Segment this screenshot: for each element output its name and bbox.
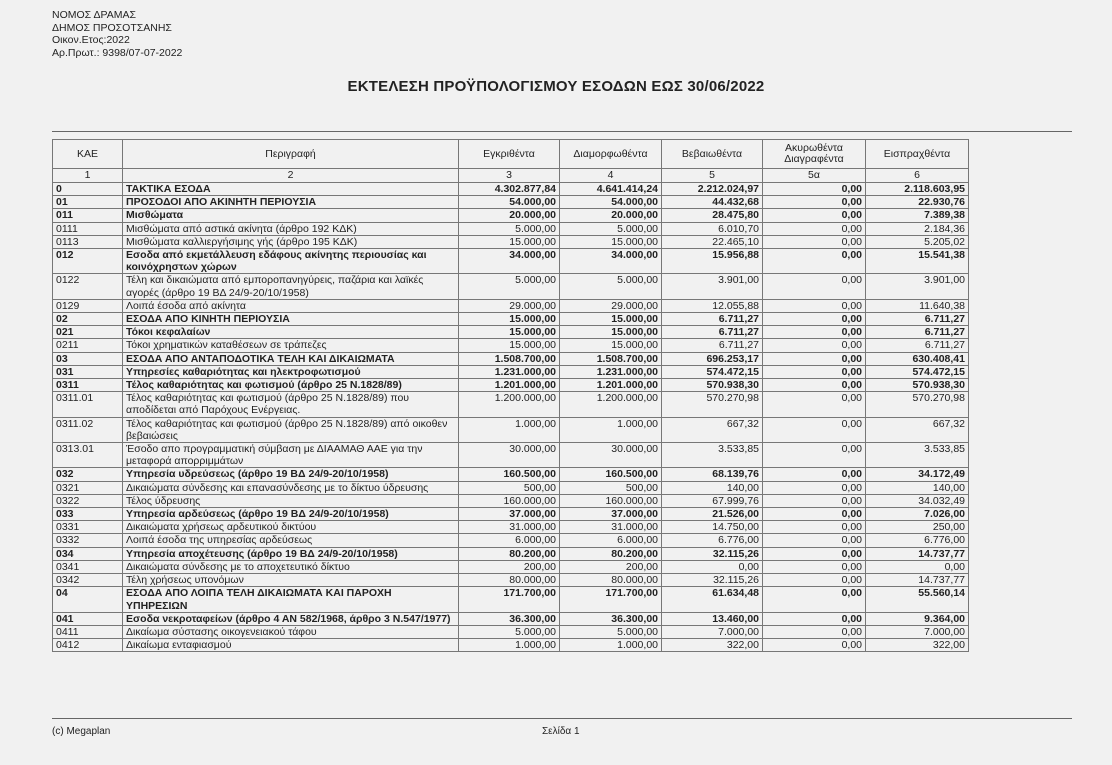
formed-cell: 160.000,00 — [560, 494, 662, 507]
description-cell: Λοιπά έσοδα από ακίνητα — [123, 299, 459, 312]
bottom-divider — [52, 718, 1072, 719]
kae-cell: 02 — [53, 313, 123, 326]
cancelled-cell: 0,00 — [763, 196, 866, 209]
description-cell: Τέλη χρήσεως υπονόμων — [123, 574, 459, 587]
table-row — [53, 625, 969, 638]
kae-cell: 0331 — [53, 521, 123, 534]
certified-cell: 6.711,27 — [662, 313, 763, 326]
kae-cell: 0411 — [53, 625, 123, 638]
formed-cell: 80.000,00 — [560, 574, 662, 587]
formed-cell: 36.300,00 — [560, 612, 662, 625]
cancelled-cell: 0,00 — [763, 639, 866, 652]
collected-cell: 11.640,38 — [866, 299, 969, 312]
description-cell: Υπηρεσία αρδεύσεως (άρθρο 19 ΒΔ 24/9-20/10/1958) — [123, 508, 459, 521]
certified-cell: 6.711,27 — [662, 326, 763, 339]
table-row — [53, 313, 969, 326]
formed-cell: 5.000,00 — [560, 625, 662, 638]
collected-cell: 3.533,85 — [866, 443, 969, 468]
cancelled-cell: 0,00 — [763, 547, 866, 560]
approved-cell: 1.231.000,00 — [459, 365, 560, 378]
collected-cell: 55.560,14 — [866, 587, 969, 612]
col-header-certified: Βεβαιωθέντα — [662, 140, 763, 169]
cancelled-cell: 0,00 — [763, 249, 866, 274]
collected-cell: 570.938,30 — [866, 379, 969, 392]
collected-cell: 34.032,49 — [866, 494, 969, 507]
cancelled-cell: 0,00 — [763, 326, 866, 339]
formed-cell: 37.000,00 — [560, 508, 662, 521]
table-row — [53, 481, 969, 494]
kae-cell: 031 — [53, 365, 123, 378]
col-header-approved: Εγκριθέντα — [459, 140, 560, 169]
approved-cell: 171.700,00 — [459, 587, 560, 612]
table-row — [53, 352, 969, 365]
description-cell: Δικαιώματα σύνδεσης και επανασύνδεσης με το δίκτυο ύδρευσης — [123, 481, 459, 494]
formed-cell: 1.000,00 — [560, 417, 662, 442]
cancelled-cell: 0,00 — [763, 209, 866, 222]
approved-cell: 29.000,00 — [459, 299, 560, 312]
table-row — [53, 417, 969, 442]
certified-cell: 7.000,00 — [662, 625, 763, 638]
cancelled-cell: 0,00 — [763, 612, 866, 625]
certified-cell: 12.055,88 — [662, 299, 763, 312]
cancelled-cell: 0,00 — [763, 468, 866, 481]
kae-cell: 033 — [53, 508, 123, 521]
kae-cell: 0341 — [53, 560, 123, 573]
kae-cell: 0313.01 — [53, 443, 123, 468]
certified-cell: 21.526,00 — [662, 508, 763, 521]
certified-cell: 574.472,15 — [662, 365, 763, 378]
formed-cell: 1.200.000,00 — [560, 392, 662, 417]
table-row — [53, 235, 969, 248]
description-cell: Εσοδα νεκροταφείων (άρθρο 4 ΑΝ 582/1968, άρθρο 3 Ν.547/1977) — [123, 612, 459, 625]
formed-cell: 1.000,00 — [560, 639, 662, 652]
table-row — [53, 521, 969, 534]
kae-cell: 012 — [53, 249, 123, 274]
col-number: 6 — [866, 169, 969, 183]
description-cell: ΠΡΟΣΟΔΟΙ ΑΠΟ ΑΚΙΝΗΤΗ ΠΕΡΙΟΥΣΙΑ — [123, 196, 459, 209]
description-cell: Μισθώματα — [123, 209, 459, 222]
cancelled-cell: 0,00 — [763, 352, 866, 365]
kae-cell: 0412 — [53, 639, 123, 652]
prefecture-label: ΝΟΜΟΣ ΔΡΑΜΑΣ — [52, 9, 136, 21]
approved-cell: 15.000,00 — [459, 235, 560, 248]
kae-cell: 0311.02 — [53, 417, 123, 442]
description-cell: Τέλος ύδρευσης — [123, 494, 459, 507]
kae-cell: 0332 — [53, 534, 123, 547]
collected-cell: 6.711,27 — [866, 339, 969, 352]
certified-cell: 6.010,70 — [662, 222, 763, 235]
approved-cell: 1.508.700,00 — [459, 352, 560, 365]
formed-cell: 4.641.414,24 — [560, 183, 662, 196]
col-number: 1 — [53, 169, 123, 183]
description-cell: Τέλος καθαριότητας και φωτισμού (άρθρο 25 Ν.1828/89) — [123, 379, 459, 392]
table-row — [53, 379, 969, 392]
collected-cell: 570.270,98 — [866, 392, 969, 417]
table-row — [53, 392, 969, 417]
col-number: 5α — [763, 169, 866, 183]
collected-cell: 667,32 — [866, 417, 969, 442]
collected-cell: 34.172,49 — [866, 468, 969, 481]
cancelled-cell: 0,00 — [763, 521, 866, 534]
col-number: 2 — [123, 169, 459, 183]
cancelled-cell: 0,00 — [763, 508, 866, 521]
kae-cell: 0129 — [53, 299, 123, 312]
formed-cell: 1.231.000,00 — [560, 365, 662, 378]
col-header-collected: Εισπραχθέντα — [866, 140, 969, 169]
description-cell: Τόκοι κεφαλαίων — [123, 326, 459, 339]
table-row — [53, 274, 969, 299]
approved-cell: 20.000,00 — [459, 209, 560, 222]
cancelled-cell: 0,00 — [763, 417, 866, 442]
certified-cell: 6.776,00 — [662, 534, 763, 547]
collected-cell: 140,00 — [866, 481, 969, 494]
certified-cell: 696.253,17 — [662, 352, 763, 365]
approved-cell: 6.000,00 — [459, 534, 560, 547]
description-cell: Δικαιώματα σύνδεσης με το αποχετευτικό δίκτυο — [123, 560, 459, 573]
approved-cell: 80.000,00 — [459, 574, 560, 587]
description-cell: Εσοδα από εκμετάλλευση εδάφους ακίνητης περιουσίας και κοινόχρηστων χώρων — [123, 249, 459, 274]
report-header — [52, 9, 182, 60]
kae-cell: 0 — [53, 183, 123, 196]
certified-cell: 61.634,48 — [662, 587, 763, 612]
table-row — [53, 365, 969, 378]
certified-cell: 68.139,76 — [662, 468, 763, 481]
formed-cell: 80.200,00 — [560, 547, 662, 560]
approved-cell: 500,00 — [459, 481, 560, 494]
kae-cell: 034 — [53, 547, 123, 560]
formed-cell: 20.000,00 — [560, 209, 662, 222]
certified-cell: 3.533,85 — [662, 443, 763, 468]
collected-cell: 9.364,00 — [866, 612, 969, 625]
certified-cell: 22.465,10 — [662, 235, 763, 248]
col-header-cancelled: Ακυρωθέντα Διαγραφέντα — [763, 140, 866, 169]
cancelled-cell: 0,00 — [763, 379, 866, 392]
approved-cell: 1.200.000,00 — [459, 392, 560, 417]
table-row — [53, 494, 969, 507]
budget-table — [52, 139, 969, 652]
footer-copyright: (c) Megaplan — [52, 726, 111, 737]
certified-cell: 2.212.024,97 — [662, 183, 763, 196]
certified-cell: 6.711,27 — [662, 339, 763, 352]
protocol-number-label: Αρ.Πρωτ.: 9398/07-07-2022 — [52, 47, 183, 60]
certified-cell: 32.115,26 — [662, 574, 763, 587]
formed-cell: 5.000,00 — [560, 222, 662, 235]
certified-cell: 67.999,76 — [662, 494, 763, 507]
certified-cell: 570.938,30 — [662, 379, 763, 392]
approved-cell: 31.000,00 — [459, 521, 560, 534]
formed-cell: 171.700,00 — [560, 587, 662, 612]
formed-cell: 30.000,00 — [560, 443, 662, 468]
cancelled-cell: 0,00 — [763, 274, 866, 299]
col-header-kae: ΚΑΕ — [53, 140, 123, 169]
approved-cell: 80.200,00 — [459, 547, 560, 560]
table-row — [53, 443, 969, 468]
certified-cell: 140,00 — [662, 481, 763, 494]
approved-cell: 5.000,00 — [459, 625, 560, 638]
kae-cell: 0311.01 — [53, 392, 123, 417]
kae-cell: 011 — [53, 209, 123, 222]
table-row — [53, 339, 969, 352]
table-row — [53, 326, 969, 339]
formed-cell: 160.500,00 — [560, 468, 662, 481]
cancelled-cell: 0,00 — [763, 222, 866, 235]
table-row — [53, 547, 969, 560]
table-row — [53, 209, 969, 222]
cancelled-cell: 0,00 — [763, 481, 866, 494]
cancelled-cell: 0,00 — [763, 299, 866, 312]
kae-cell: 0211 — [53, 339, 123, 352]
formed-cell: 15.000,00 — [560, 313, 662, 326]
collected-cell: 7.026,00 — [866, 508, 969, 521]
municipality-label: ΔΗΜΟΣ ΠΡΟΣΟΤΣΑΝΗΣ — [52, 21, 172, 34]
formed-cell: 15.000,00 — [560, 339, 662, 352]
collected-cell: 2.118.603,95 — [866, 183, 969, 196]
col-header-formed: Διαμορφωθέντα — [560, 140, 662, 169]
collected-cell: 0,00 — [866, 560, 969, 573]
formed-cell: 6.000,00 — [560, 534, 662, 547]
formed-cell: 15.000,00 — [560, 326, 662, 339]
top-divider — [52, 131, 1072, 132]
certified-cell: 32.115,26 — [662, 547, 763, 560]
certified-cell: 44.432,68 — [662, 196, 763, 209]
description-cell: Έσοδο απο προγραμματική σύμβαση με ΔΙΑΑΜΑΘ ΑΑΕ για την μεταφορά απορριμμάτων — [123, 443, 459, 468]
collected-cell: 3.901,00 — [866, 274, 969, 299]
col-number: 3 — [459, 169, 560, 183]
description-cell: Λοιπά έσοδα της υπηρεσίας αρδεύσεως — [123, 534, 459, 547]
table-row — [53, 468, 969, 481]
description-cell: Τέλος καθαριότητας και φωτισμού (άρθρο 25 Ν.1828/89) από οικοθεν βεβαιώσεις — [123, 417, 459, 442]
collected-cell: 14.737,77 — [866, 574, 969, 587]
cancelled-cell: 0,00 — [763, 587, 866, 612]
report-title: ΕΚΤΕΛΕΣΗ ΠΡΟΫΠΟΛΟΓΙΣΜΟΥ ΕΣΟΔΩΝ ΕΩΣ 30/06/2022 — [347, 78, 765, 95]
collected-cell: 15.541,38 — [866, 249, 969, 274]
footer-page-number: Σελίδα 1 — [542, 726, 580, 737]
approved-cell: 54.000,00 — [459, 196, 560, 209]
approved-cell: 36.300,00 — [459, 612, 560, 625]
approved-cell: 4.302.877,84 — [459, 183, 560, 196]
description-cell: Δικαίωμα σύστασης οικογενειακού τάφου — [123, 625, 459, 638]
description-cell: ΕΣΟΔΑ ΑΠΟ ΛΟΙΠΑ ΤΕΛΗ ΔΙΚΑΙΩΜΑΤΑ ΚΑΙ ΠΑΡΟΧΗ ΥΠΗΡΕΣΙΩΝ — [123, 587, 459, 612]
description-cell: Δικαίωμα ενταφιασμού — [123, 639, 459, 652]
fiscal-year-label: Οικον.Ετος:2022 — [52, 34, 130, 47]
approved-cell: 1.201.000,00 — [459, 379, 560, 392]
certified-cell: 28.475,80 — [662, 209, 763, 222]
table-row — [53, 639, 969, 652]
certified-cell: 3.901,00 — [662, 274, 763, 299]
approved-cell: 200,00 — [459, 560, 560, 573]
collected-cell: 322,00 — [866, 639, 969, 652]
col-number: 4 — [560, 169, 662, 183]
approved-cell: 34.000,00 — [459, 249, 560, 274]
cancelled-cell: 0,00 — [763, 534, 866, 547]
collected-cell: 6.711,27 — [866, 326, 969, 339]
approved-cell: 15.000,00 — [459, 326, 560, 339]
kae-cell: 041 — [53, 612, 123, 625]
collected-cell: 22.930,76 — [866, 196, 969, 209]
cancelled-cell: 0,00 — [763, 365, 866, 378]
table-row — [53, 508, 969, 521]
approved-cell: 5.000,00 — [459, 222, 560, 235]
certified-cell: 15.956,88 — [662, 249, 763, 274]
approved-cell: 15.000,00 — [459, 313, 560, 326]
kae-cell: 0322 — [53, 494, 123, 507]
description-cell: Μισθώματα από αστικά ακίνητα (άρθρο 192 ΚΔΚ) — [123, 222, 459, 235]
certified-cell: 0,00 — [662, 560, 763, 573]
kae-cell: 0113 — [53, 235, 123, 248]
kae-cell: 0342 — [53, 574, 123, 587]
col-header-description: Περιγραφή — [123, 140, 459, 169]
cancelled-cell: 0,00 — [763, 574, 866, 587]
table-row — [53, 183, 969, 196]
collected-cell: 14.737,77 — [866, 547, 969, 560]
cancelled-cell: 0,00 — [763, 183, 866, 196]
cancelled-cell: 0,00 — [763, 494, 866, 507]
formed-cell: 34.000,00 — [560, 249, 662, 274]
cancelled-cell: 0,00 — [763, 560, 866, 573]
kae-cell: 0311 — [53, 379, 123, 392]
kae-cell: 04 — [53, 587, 123, 612]
collected-cell: 630.408,41 — [866, 352, 969, 365]
description-cell: Υπηρεσία υδρεύσεως (άρθρο 19 ΒΔ 24/9-20/10/1958) — [123, 468, 459, 481]
description-cell: Υπηρεσίες καθαριότητας και ηλεκτροφωτισμού — [123, 365, 459, 378]
approved-cell: 1.000,00 — [459, 639, 560, 652]
collected-cell: 2.184,36 — [866, 222, 969, 235]
description-cell: Τέλος καθαριότητας και φωτισμού (άρθρο 25 Ν.1828/89) που αποδίδεται από Παρόχους Ενέργειας. — [123, 392, 459, 417]
formed-cell: 1.201.000,00 — [560, 379, 662, 392]
table-row — [53, 196, 969, 209]
kae-cell: 021 — [53, 326, 123, 339]
collected-cell: 6.711,27 — [866, 313, 969, 326]
collected-cell: 7.000,00 — [866, 625, 969, 638]
col-number: 5 — [662, 169, 763, 183]
cancelled-cell: 0,00 — [763, 392, 866, 417]
cancelled-cell: 0,00 — [763, 625, 866, 638]
collected-cell: 6.776,00 — [866, 534, 969, 547]
description-cell: Υπηρεσία αποχέτευσης (άρθρο 19 ΒΔ 24/9-20/10/1958) — [123, 547, 459, 560]
cancelled-cell: 0,00 — [763, 339, 866, 352]
approved-cell: 160.000,00 — [459, 494, 560, 507]
table-row — [53, 574, 969, 587]
kae-cell: 0111 — [53, 222, 123, 235]
description-cell: ΕΣΟΔΑ ΑΠΟ ΑΝΤΑΠΟΔΟΤΙΚΑ ΤΕΛΗ ΚΑΙ ΔΙΚΑΙΩΜΑΤΑ — [123, 352, 459, 365]
approved-cell: 5.000,00 — [459, 274, 560, 299]
table-row — [53, 612, 969, 625]
collected-cell: 7.389,38 — [866, 209, 969, 222]
table-row — [53, 222, 969, 235]
approved-cell: 1.000,00 — [459, 417, 560, 442]
description-cell: ΕΣΟΔΑ ΑΠΟ ΚΙΝΗΤΗ ΠΕΡΙΟΥΣΙΑ — [123, 313, 459, 326]
description-cell: Δικαιώματα χρήσεως αρδευτικού δικτύου — [123, 521, 459, 534]
formed-cell: 54.000,00 — [560, 196, 662, 209]
table-row — [53, 587, 969, 612]
formed-cell: 31.000,00 — [560, 521, 662, 534]
formed-cell: 500,00 — [560, 481, 662, 494]
approved-cell: 15.000,00 — [459, 339, 560, 352]
approved-cell: 37.000,00 — [459, 508, 560, 521]
certified-cell: 570.270,98 — [662, 392, 763, 417]
formed-cell: 5.000,00 — [560, 274, 662, 299]
table-row — [53, 299, 969, 312]
table-row — [53, 560, 969, 573]
collected-cell: 574.472,15 — [866, 365, 969, 378]
column-number-row — [53, 169, 969, 183]
kae-cell: 01 — [53, 196, 123, 209]
kae-cell: 0122 — [53, 274, 123, 299]
approved-cell: 160.500,00 — [459, 468, 560, 481]
kae-cell: 03 — [53, 352, 123, 365]
formed-cell: 29.000,00 — [560, 299, 662, 312]
description-cell: Τόκοι χρηματικών καταθέσεων σε τράπεζες — [123, 339, 459, 352]
collected-cell: 5.205,02 — [866, 235, 969, 248]
kae-cell: 0321 — [53, 481, 123, 494]
description-cell: Μισθώματα καλλιεργήσιμης γής (άρθρο 195 ΚΔΚ) — [123, 235, 459, 248]
table-row — [53, 534, 969, 547]
certified-cell: 322,00 — [662, 639, 763, 652]
column-header-row — [53, 140, 969, 169]
cancelled-cell: 0,00 — [763, 235, 866, 248]
description-cell: ΤΑΚΤΙΚΑ ΕΣΟΔΑ — [123, 183, 459, 196]
formed-cell: 200,00 — [560, 560, 662, 573]
formed-cell: 1.508.700,00 — [560, 352, 662, 365]
certified-cell: 667,32 — [662, 417, 763, 442]
description-cell: Τέλη και δικαιώματα από εμποροπανηγύρεις, παζάρια και λαϊκές αγορές (άρθρο 19 ΒΔ 24/9-20/10/1958) — [123, 274, 459, 299]
table-row — [53, 249, 969, 274]
approved-cell: 30.000,00 — [459, 443, 560, 468]
certified-cell: 14.750,00 — [662, 521, 763, 534]
cancelled-cell: 0,00 — [763, 313, 866, 326]
kae-cell: 032 — [53, 468, 123, 481]
certified-cell: 13.460,00 — [662, 612, 763, 625]
cancelled-cell: 0,00 — [763, 443, 866, 468]
collected-cell: 250,00 — [866, 521, 969, 534]
formed-cell: 15.000,00 — [560, 235, 662, 248]
